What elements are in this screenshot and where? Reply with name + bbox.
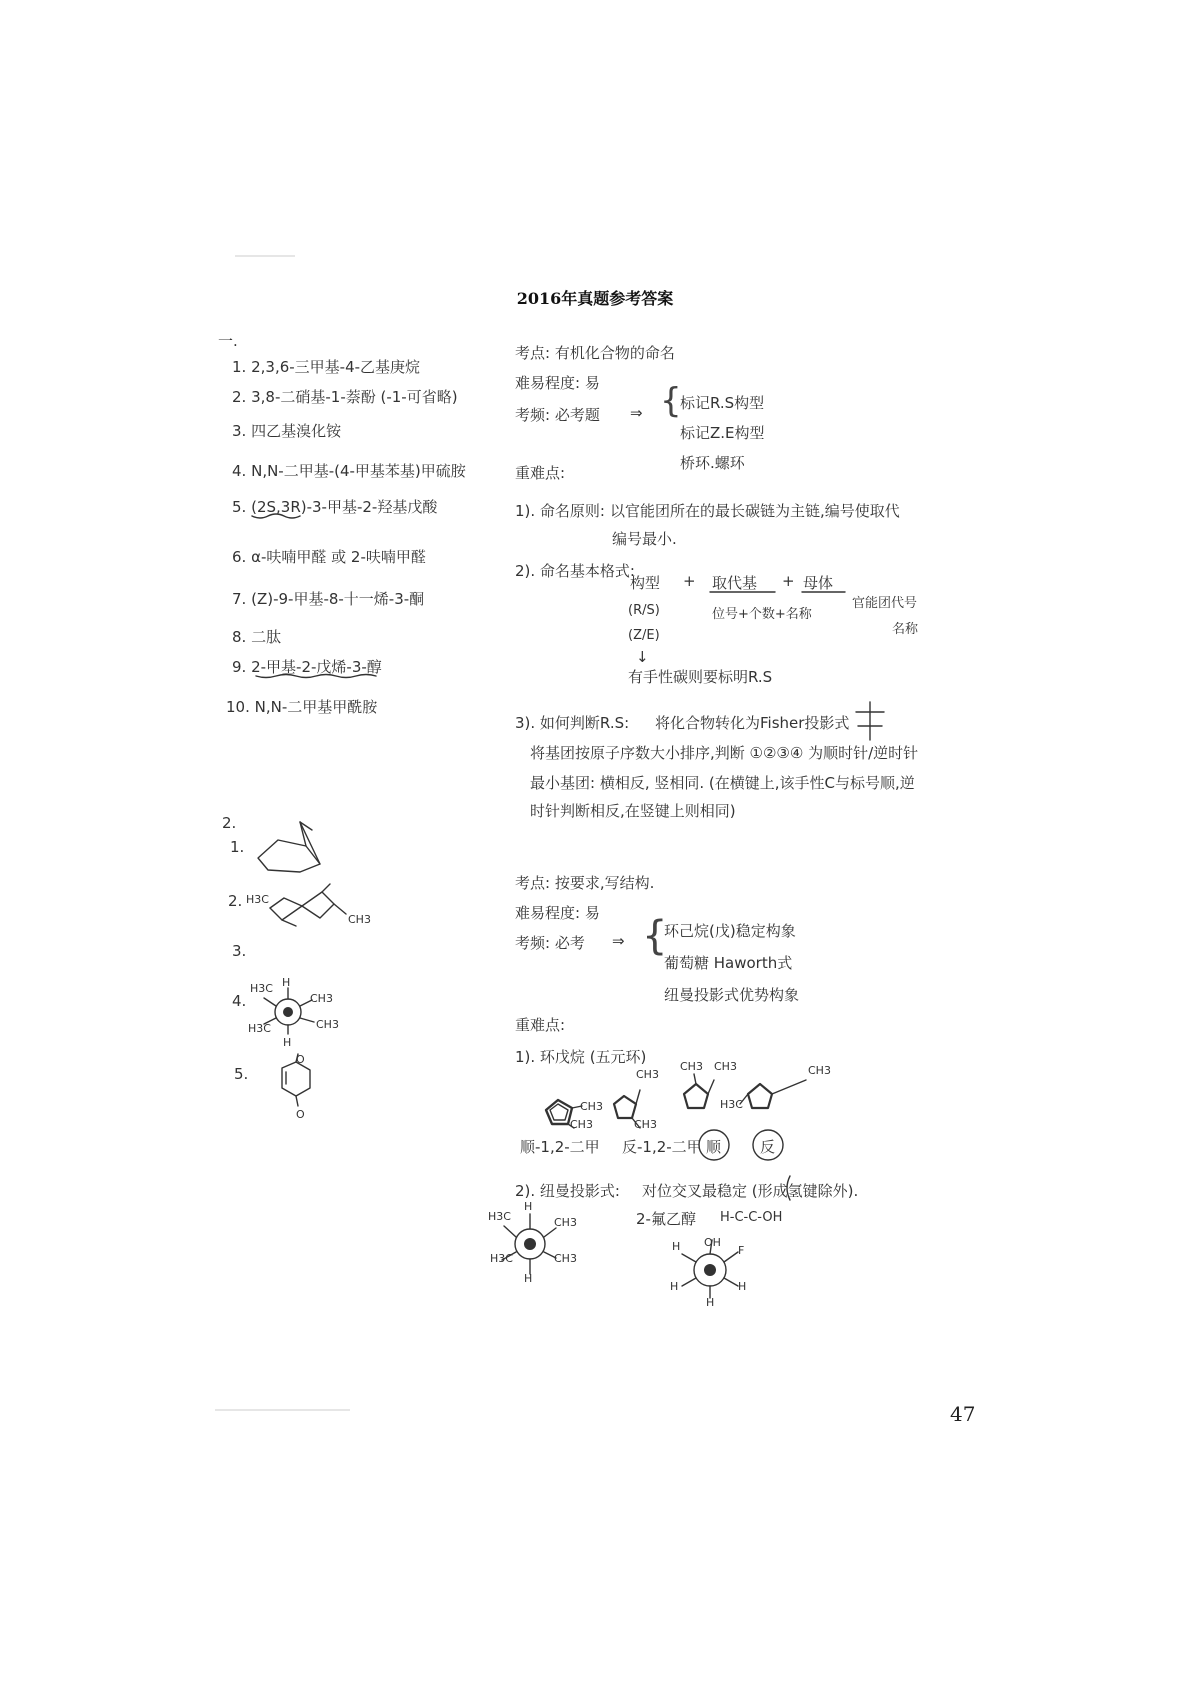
- answer-text: N,N-二甲基甲酰胺: [254, 698, 378, 716]
- rule1-text: 以官能团所在的最长碳链为主链,编号使取代: [610, 502, 900, 520]
- kaopin-item-1: 标记R.S构型: [680, 394, 765, 412]
- cyclopentane-ring-icon: [684, 1074, 714, 1108]
- newman-label: H: [672, 1240, 681, 1253]
- kaopin2-item-2: 葡萄糖 Haworth式: [664, 954, 793, 972]
- kaopin-item-3: 桥环.螺环: [680, 454, 745, 472]
- structure-2-label: H3C: [246, 893, 269, 906]
- format-mingcheng: 名称: [892, 622, 919, 637]
- answer-num: 10.: [226, 698, 250, 716]
- rule2-title: 2). 命名基本格式:: [515, 562, 635, 580]
- format-qudaiji: 取代基: [712, 574, 758, 592]
- ring-label: CH3: [808, 1064, 831, 1077]
- atom-label: O: [296, 1108, 305, 1121]
- note1-nandu: 难易程度: 易: [515, 374, 600, 392]
- part1-marker: 一.: [218, 332, 238, 350]
- rule1-text-cont: 编号最小.: [612, 530, 677, 548]
- newman-label: H: [282, 976, 291, 989]
- answer-5: [232, 496, 437, 517]
- note1-kaodian: 考点: 有机化合物的命名: [515, 344, 675, 362]
- answer-num: 1.: [232, 358, 247, 376]
- answer-4: [232, 460, 466, 481]
- newman-label: H: [706, 1296, 715, 1309]
- answer-num: 7.: [232, 590, 247, 608]
- rule3-line1: 将化合物转化为Fisher投影式: [655, 714, 850, 732]
- newman-label: H3C: [488, 1210, 511, 1223]
- newman-label: H: [524, 1200, 533, 1213]
- scan-smudge: [215, 1409, 350, 1411]
- rule3-title: 3). 如何判断R.S:: [515, 714, 630, 732]
- fluoroethanol-formula: H-C-C-OH: [720, 1210, 783, 1225]
- structure-2-num: 2.: [228, 892, 243, 910]
- format-guannengtuan: 官能团代号: [852, 596, 918, 611]
- answer-num: 4.: [232, 462, 247, 480]
- answer-6: [232, 546, 426, 567]
- brace-icon: {: [642, 913, 668, 959]
- chair-cyclohexane-icon: [270, 884, 346, 926]
- page-number: 47: [950, 1402, 976, 1426]
- answer-num: 9.: [232, 658, 247, 676]
- answer-10: [226, 696, 377, 717]
- ring-label: CH3: [580, 1100, 603, 1113]
- newman-label: CH3: [554, 1252, 577, 1265]
- down-arrow-icon: ↓: [636, 648, 649, 666]
- page-title: 2016年真题参考答案: [516, 289, 674, 308]
- newman-projection-icon: [502, 1214, 556, 1274]
- scan-smudge: [235, 255, 295, 257]
- newman-label: H3C: [250, 982, 273, 995]
- newman-text: 对位交叉最稳定 (形成氢键除外).: [642, 1182, 859, 1200]
- format-shouxing: 有手性碳则要标明R.S: [628, 668, 773, 686]
- format-muti: 母体: [803, 574, 834, 592]
- newman-title: 2). 纽曼投影式:: [515, 1182, 620, 1200]
- cyclopentane-title: 1). 环戊烷 (五元环): [515, 1048, 647, 1066]
- structure-5-num: 5.: [234, 1065, 249, 1083]
- answer-8: [232, 626, 281, 647]
- cyclopentane-ring-icon: [740, 1080, 806, 1108]
- answer-text: 二肽: [251, 628, 282, 646]
- rule3-line4: 时针判断相反,在竖键上则相同): [530, 802, 736, 820]
- structure-3-num: 3.: [232, 942, 247, 960]
- format-weizhi: 位号+个数+名称: [712, 607, 812, 622]
- fisher-cross-icon: [856, 702, 884, 740]
- answer-2: [232, 386, 458, 407]
- answer-text: 3,8-二硝基-1-萘酚 (-1-可省略): [251, 388, 458, 406]
- answer-1: [232, 356, 420, 377]
- ring-label: CH3: [636, 1068, 659, 1081]
- fan-label: 反-1,2-二甲: [622, 1138, 702, 1156]
- answer-9: [232, 656, 382, 677]
- format-plus: +: [782, 572, 795, 590]
- answer-text: α-呋喃甲醛 或 2-呋喃甲醛: [251, 548, 426, 566]
- answer-num: 5.: [232, 498, 247, 516]
- atom-label: O: [296, 1053, 305, 1066]
- part2-marker: 2.: [222, 814, 237, 832]
- answer-7: [232, 588, 424, 609]
- newman-label: OH: [704, 1236, 721, 1249]
- newman-label: H: [283, 1036, 292, 1049]
- answer-text: 2,3,6-三甲基-4-乙基庚烷: [251, 358, 421, 376]
- format-ze: (Z/E): [628, 628, 660, 643]
- newman-label: H: [670, 1280, 679, 1293]
- note2-nandu: 难易程度: 易: [515, 904, 600, 922]
- format-gouxing: 构型: [630, 574, 661, 592]
- note1-zhongnan: 重难点:: [515, 464, 566, 482]
- answer-num: 6.: [232, 548, 247, 566]
- answer-3: [232, 420, 341, 441]
- answer-num: 3.: [232, 422, 247, 440]
- kaopin2-item-3: 纽曼投影式优势构象: [664, 986, 800, 1004]
- brace-icon: {: [660, 381, 682, 421]
- answer-num: 8.: [232, 628, 247, 646]
- shun-circle-label: 顺: [706, 1138, 722, 1156]
- rule3-line2: 将基团按原子序数大小排序,判断 ①②③④ 为顺时针/逆时针: [530, 744, 919, 762]
- answer-text: (Z)-9-甲基-8-十一烯-3-酮: [251, 590, 425, 608]
- newman-label: CH3: [310, 992, 333, 1005]
- bicyclic-structure-icon: [258, 822, 320, 872]
- answer-text: 2-甲基-2-戊烯-3-醇: [251, 658, 382, 676]
- shun-label: 顺-1,2-二甲: [520, 1138, 600, 1156]
- answer-text: N,N-二甲基-(4-甲基苯基)甲硫胺: [251, 462, 466, 480]
- fan-circle-label: 反: [760, 1138, 776, 1156]
- newman-label: CH3: [554, 1216, 577, 1229]
- newman-label: F: [738, 1244, 745, 1257]
- newman-label: H3C: [490, 1252, 513, 1265]
- format-rs: (R/S): [628, 603, 660, 618]
- structure-1-num: 1.: [230, 838, 245, 856]
- ring-label: H3C: [720, 1098, 743, 1111]
- rule1-title: 1). 命名原则:: [515, 502, 605, 520]
- note1-kaopin: 考频: 必考题: [515, 406, 600, 424]
- answer-text: 四乙基溴化铵: [251, 422, 342, 440]
- newman-label: CH3: [316, 1018, 339, 1031]
- format-plus: +: [683, 572, 696, 590]
- structure-4-num: 4.: [232, 992, 247, 1010]
- kaopin-item-2: 标记Z.E构型: [680, 424, 765, 442]
- newman-label: H: [738, 1280, 747, 1293]
- note2-kaopin: 考频: 必考: [515, 934, 585, 952]
- note2-zhongnan: 重难点:: [515, 1016, 566, 1034]
- arrow-icon: ⇒: [612, 932, 625, 950]
- answer-num: 2.: [232, 388, 247, 406]
- note2-kaodian: 考点: 按要求,写结构.: [515, 874, 655, 892]
- rule3-line3: 最小基团: 横相反, 竖相同. (在横键上,该手性C与标号顺,逆: [530, 774, 915, 792]
- fluoroethanol-label: 2-氟乙醇: [636, 1210, 696, 1228]
- newman-label: H3C: [248, 1022, 271, 1035]
- ring-label: CH3: [680, 1060, 703, 1073]
- newman-label: H: [524, 1272, 533, 1285]
- ring-label: CH3: [570, 1118, 593, 1131]
- kaopin2-item-1: 环己烷(戊)稳定构象: [664, 922, 796, 940]
- answer-text: (2S,3R)-3-甲基-2-羟基戊酸: [251, 498, 438, 516]
- ring-label: CH3: [714, 1060, 737, 1073]
- ring-label: CH3: [634, 1118, 657, 1131]
- structure-2-label: CH3: [348, 913, 371, 926]
- arrow-icon: ⇒: [630, 404, 643, 422]
